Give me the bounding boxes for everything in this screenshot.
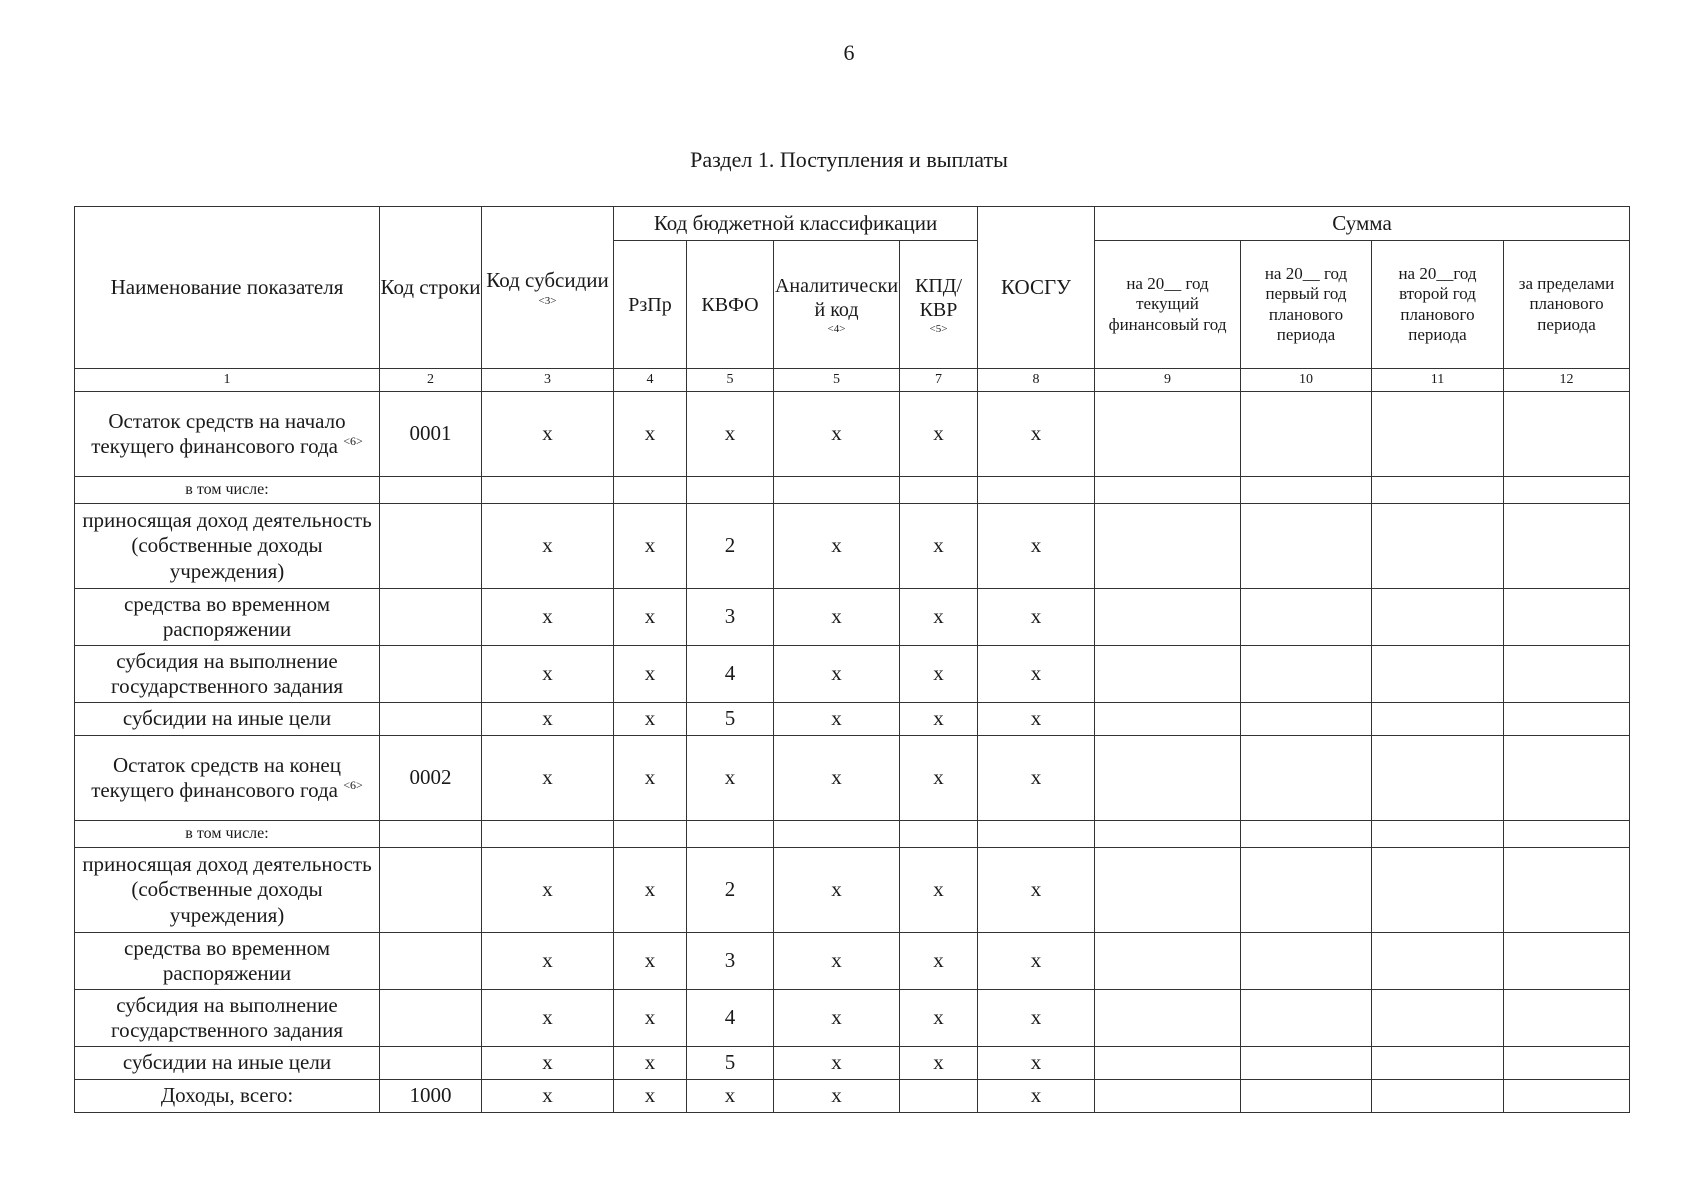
table-row — [75, 392, 1630, 477]
sum-cell[interactable] — [1372, 933, 1504, 990]
row-kvfo: 5 — [687, 703, 774, 736]
header-line-code: Код строки — [380, 207, 482, 369]
row-subsidy-code — [482, 821, 614, 848]
header-analytic-code-label: Аналитический код — [774, 275, 899, 321]
row-analytic-code: х — [774, 1080, 900, 1113]
row-line-code — [380, 848, 482, 933]
header-year-second: на 20__год второй год планового периода — [1372, 241, 1504, 369]
sum-cell[interactable] — [1372, 504, 1504, 589]
column-number: 10 — [1241, 369, 1372, 392]
column-number: 7 — [900, 369, 978, 392]
row-kpd-kvr — [900, 477, 978, 504]
header-kpd-kvr — [900, 241, 978, 369]
row-kvfo: 4 — [687, 646, 774, 703]
sum-cell[interactable] — [1241, 504, 1372, 589]
sum-cell[interactable] — [1241, 736, 1372, 821]
sum-cell[interactable] — [1095, 848, 1241, 933]
sum-cell[interactable] — [1095, 392, 1241, 477]
sum-cell[interactable] — [1504, 646, 1630, 703]
row-rzpr: х — [614, 504, 687, 589]
header-name: Наименование показателя — [75, 207, 380, 369]
row-name — [75, 1080, 380, 1113]
header-analytic-code-ref: <4> — [827, 323, 846, 335]
row-footnote-ref: <6> — [343, 778, 363, 792]
row-subsidy-code: х — [482, 736, 614, 821]
row-name — [75, 848, 380, 933]
row-kosgu: х — [978, 848, 1095, 933]
row-name — [75, 1047, 380, 1080]
row-name — [75, 703, 380, 736]
sum-cell[interactable] — [1241, 477, 1372, 504]
sum-cell[interactable] — [1241, 821, 1372, 848]
row-analytic-code: х — [774, 848, 900, 933]
row-analytic-code: х — [774, 990, 900, 1047]
column-number: 12 — [1504, 369, 1630, 392]
row-line-code: 0002 — [380, 736, 482, 821]
row-name-text: Остаток средств на конец текущего финансового года — [91, 752, 341, 802]
sum-cell[interactable] — [1504, 1080, 1630, 1113]
table-row — [75, 736, 1630, 821]
row-kpd-kvr: х — [900, 1047, 978, 1080]
row-name — [75, 392, 380, 477]
row-kosgu — [978, 477, 1095, 504]
sum-cell[interactable] — [1504, 848, 1630, 933]
row-line-code — [380, 504, 482, 589]
table-row — [75, 477, 1630, 504]
row-name — [75, 589, 380, 646]
sum-cell[interactable] — [1504, 703, 1630, 736]
sum-cell[interactable] — [1372, 646, 1504, 703]
row-line-code — [380, 589, 482, 646]
row-kpd-kvr: х — [900, 504, 978, 589]
column-number: 8 — [978, 369, 1095, 392]
table-row — [75, 646, 1630, 703]
row-kvfo: х — [687, 736, 774, 821]
row-analytic-code: х — [774, 504, 900, 589]
row-kvfo: 5 — [687, 1047, 774, 1080]
table-row — [75, 990, 1630, 1047]
row-kpd-kvr: х — [900, 990, 978, 1047]
sum-cell[interactable] — [1372, 736, 1504, 821]
row-analytic-code: х — [774, 646, 900, 703]
table-row — [75, 504, 1630, 589]
sum-cell[interactable] — [1241, 990, 1372, 1047]
sum-cell[interactable] — [1241, 392, 1372, 477]
row-rzpr — [614, 477, 687, 504]
row-name-text: Доходы, всего: — [160, 1083, 294, 1108]
row-name — [75, 933, 380, 990]
sum-cell[interactable] — [1372, 1080, 1504, 1113]
table-row — [75, 933, 1630, 990]
row-kvfo — [687, 477, 774, 504]
sum-cell[interactable] — [1095, 990, 1241, 1047]
row-name — [75, 477, 380, 504]
row-subsidy-code: х — [482, 1080, 614, 1113]
sum-cell[interactable] — [1095, 703, 1241, 736]
row-kpd-kvr: х — [900, 703, 978, 736]
row-analytic-code: х — [774, 933, 900, 990]
header-kpd-kvr-ref: <5> — [929, 323, 948, 335]
table-row — [75, 703, 1630, 736]
table-row — [75, 848, 1630, 933]
header-analytic-code — [774, 241, 900, 369]
sum-cell[interactable] — [1241, 703, 1372, 736]
sum-cell[interactable] — [1241, 589, 1372, 646]
row-rzpr: х — [614, 933, 687, 990]
sum-cell[interactable] — [1372, 1047, 1504, 1080]
row-footnote-ref: <6> — [343, 434, 363, 448]
row-subsidy-code: х — [482, 646, 614, 703]
row-analytic-code — [774, 821, 900, 848]
row-kosgu: х — [978, 1047, 1095, 1080]
row-analytic-code: х — [774, 589, 900, 646]
row-rzpr: х — [614, 646, 687, 703]
header-budget-classification: Код бюджетной классификации — [614, 207, 978, 241]
row-kosgu: х — [978, 703, 1095, 736]
row-subsidy-code: х — [482, 392, 614, 477]
row-rzpr: х — [614, 990, 687, 1047]
header-subsidy-code-ref: <3> — [538, 294, 557, 307]
row-line-code — [380, 703, 482, 736]
row-kpd-kvr — [900, 1080, 978, 1113]
column-number: 1 — [75, 369, 380, 392]
sum-cell[interactable] — [1504, 933, 1630, 990]
row-kpd-kvr: х — [900, 736, 978, 821]
column-number: 11 — [1372, 369, 1504, 392]
row-name-text: средства во временном распоряжении — [124, 935, 330, 985]
sum-cell[interactable] — [1504, 392, 1630, 477]
table-row — [75, 1047, 1630, 1080]
sum-cell[interactable] — [1095, 504, 1241, 589]
row-kosgu — [978, 821, 1095, 848]
row-kpd-kvr: х — [900, 848, 978, 933]
header-year-first: на 20__ год первый год планового периода — [1241, 241, 1372, 369]
table-row — [75, 821, 1630, 848]
sum-cell[interactable] — [1095, 1080, 1241, 1113]
row-rzpr: х — [614, 392, 687, 477]
row-subsidy-code: х — [482, 703, 614, 736]
sum-cell[interactable] — [1241, 1047, 1372, 1080]
header-kvfo: КВФО — [687, 241, 774, 369]
row-analytic-code — [774, 477, 900, 504]
row-line-code — [380, 990, 482, 1047]
row-kosgu: х — [978, 589, 1095, 646]
row-kvfo: х — [687, 392, 774, 477]
row-kpd-kvr: х — [900, 589, 978, 646]
row-line-code — [380, 646, 482, 703]
sum-cell[interactable] — [1095, 821, 1241, 848]
header-sum: Сумма — [1095, 207, 1630, 241]
sum-cell[interactable] — [1372, 990, 1504, 1047]
row-name-text: субсидии на иные цели — [122, 1050, 332, 1075]
row-name-text: Остаток средств на начало текущего финансового года — [91, 408, 346, 458]
row-name-text: в том числе: — [185, 825, 269, 843]
row-name — [75, 736, 380, 821]
header-kpd-kvr-label: КПД/ КВР — [915, 275, 962, 321]
column-number: 5 — [687, 369, 774, 392]
row-subsidy-code: х — [482, 504, 614, 589]
row-analytic-code: х — [774, 736, 900, 821]
row-subsidy-code: х — [482, 933, 614, 990]
row-kpd-kvr: х — [900, 933, 978, 990]
row-rzpr: х — [614, 703, 687, 736]
row-analytic-code: х — [774, 703, 900, 736]
row-name — [75, 821, 380, 848]
sum-cell[interactable] — [1241, 1080, 1372, 1113]
sum-cell[interactable] — [1372, 392, 1504, 477]
row-name-text: приносящая доход деятельность (собственные доходы учреждения) — [82, 852, 372, 927]
row-kosgu: х — [978, 504, 1095, 589]
table-row — [75, 1080, 1630, 1113]
row-kosgu: х — [978, 392, 1095, 477]
row-subsidy-code — [482, 477, 614, 504]
row-rzpr — [614, 821, 687, 848]
column-number: 9 — [1095, 369, 1241, 392]
row-kpd-kvr: х — [900, 392, 978, 477]
row-subsidy-code: х — [482, 848, 614, 933]
sum-cell[interactable] — [1372, 821, 1504, 848]
row-rzpr: х — [614, 848, 687, 933]
header-rzpr: РзПр — [614, 241, 687, 369]
row-kvfo: 3 — [687, 933, 774, 990]
sum-cell[interactable] — [1241, 848, 1372, 933]
row-kosgu: х — [978, 990, 1095, 1047]
sum-cell[interactable] — [1504, 477, 1630, 504]
row-subsidy-code: х — [482, 589, 614, 646]
header-beyond-period: за пределами планового периода — [1504, 241, 1630, 369]
page-number: 6 — [843, 40, 855, 65]
row-subsidy-code: х — [482, 990, 614, 1047]
sum-cell[interactable] — [1241, 646, 1372, 703]
sum-cell[interactable] — [1504, 1047, 1630, 1080]
column-number: 3 — [482, 369, 614, 392]
row-line-code — [380, 821, 482, 848]
header-subsidy-code-label: Код субсидии — [486, 268, 609, 293]
row-analytic-code: х — [774, 1047, 900, 1080]
sum-cell[interactable] — [1372, 477, 1504, 504]
row-name — [75, 646, 380, 703]
row-subsidy-code: х — [482, 1047, 614, 1080]
row-name-text: субсидии на иные цели — [122, 706, 332, 731]
row-analytic-code: х — [774, 392, 900, 477]
row-rzpr: х — [614, 1080, 687, 1113]
row-kvfo: х — [687, 1080, 774, 1113]
header-year-current: на 20__ год текущий финансовый год — [1095, 241, 1241, 369]
row-rzpr: х — [614, 1047, 687, 1080]
column-number: 2 — [380, 369, 482, 392]
sum-cell[interactable] — [1095, 1047, 1241, 1080]
row-name-text: средства во временном распоряжении — [124, 591, 330, 641]
row-name — [75, 504, 380, 589]
sum-cell[interactable] — [1095, 646, 1241, 703]
section-title: Раздел 1. Поступления и выплаты — [690, 147, 1008, 172]
sum-cell[interactable] — [1504, 504, 1630, 589]
row-name-text: субсидия на выполнение государственного задания — [110, 992, 344, 1042]
sum-cell[interactable] — [1372, 589, 1504, 646]
row-kvfo — [687, 821, 774, 848]
row-name-text: в том числе: — [185, 481, 269, 499]
row-kosgu: х — [978, 646, 1095, 703]
row-kpd-kvr — [900, 821, 978, 848]
row-rzpr: х — [614, 736, 687, 821]
column-numbers-row — [75, 369, 1630, 392]
sum-cell[interactable] — [1095, 933, 1241, 990]
sum-cell[interactable] — [1504, 821, 1630, 848]
sum-cell[interactable] — [1095, 589, 1241, 646]
income-payments-table — [74, 206, 1630, 1113]
sum-cell[interactable] — [1372, 848, 1504, 933]
header-subsidy-code — [482, 207, 614, 369]
row-kosgu: х — [978, 933, 1095, 990]
row-line-code: 1000 — [380, 1080, 482, 1113]
row-kvfo: 4 — [687, 990, 774, 1047]
sum-cell[interactable] — [1095, 477, 1241, 504]
row-kosgu: х — [978, 1080, 1095, 1113]
sum-cell[interactable] — [1504, 990, 1630, 1047]
row-line-code — [380, 477, 482, 504]
row-line-code — [380, 933, 482, 990]
sum-cell[interactable] — [1241, 933, 1372, 990]
row-kpd-kvr: х — [900, 646, 978, 703]
row-name-text: приносящая доход деятельность (собственные доходы учреждения) — [82, 508, 372, 583]
row-kvfo: 3 — [687, 589, 774, 646]
header-kosgu: КОСГУ — [978, 207, 1095, 369]
row-line-code: 0001 — [380, 392, 482, 477]
sum-cell[interactable] — [1372, 703, 1504, 736]
row-line-code — [380, 1047, 482, 1080]
sum-cell[interactable] — [1504, 589, 1630, 646]
row-name — [75, 990, 380, 1047]
row-name-text: субсидия на выполнение государственного задания — [110, 648, 344, 698]
row-kosgu: х — [978, 736, 1095, 821]
row-rzpr: х — [614, 589, 687, 646]
column-number: 4 — [614, 369, 687, 392]
sum-cell[interactable] — [1095, 736, 1241, 821]
row-kvfo: 2 — [687, 848, 774, 933]
table-row — [75, 589, 1630, 646]
row-kvfo: 2 — [687, 504, 774, 589]
sum-cell[interactable] — [1504, 736, 1630, 821]
column-number: 5 — [774, 369, 900, 392]
